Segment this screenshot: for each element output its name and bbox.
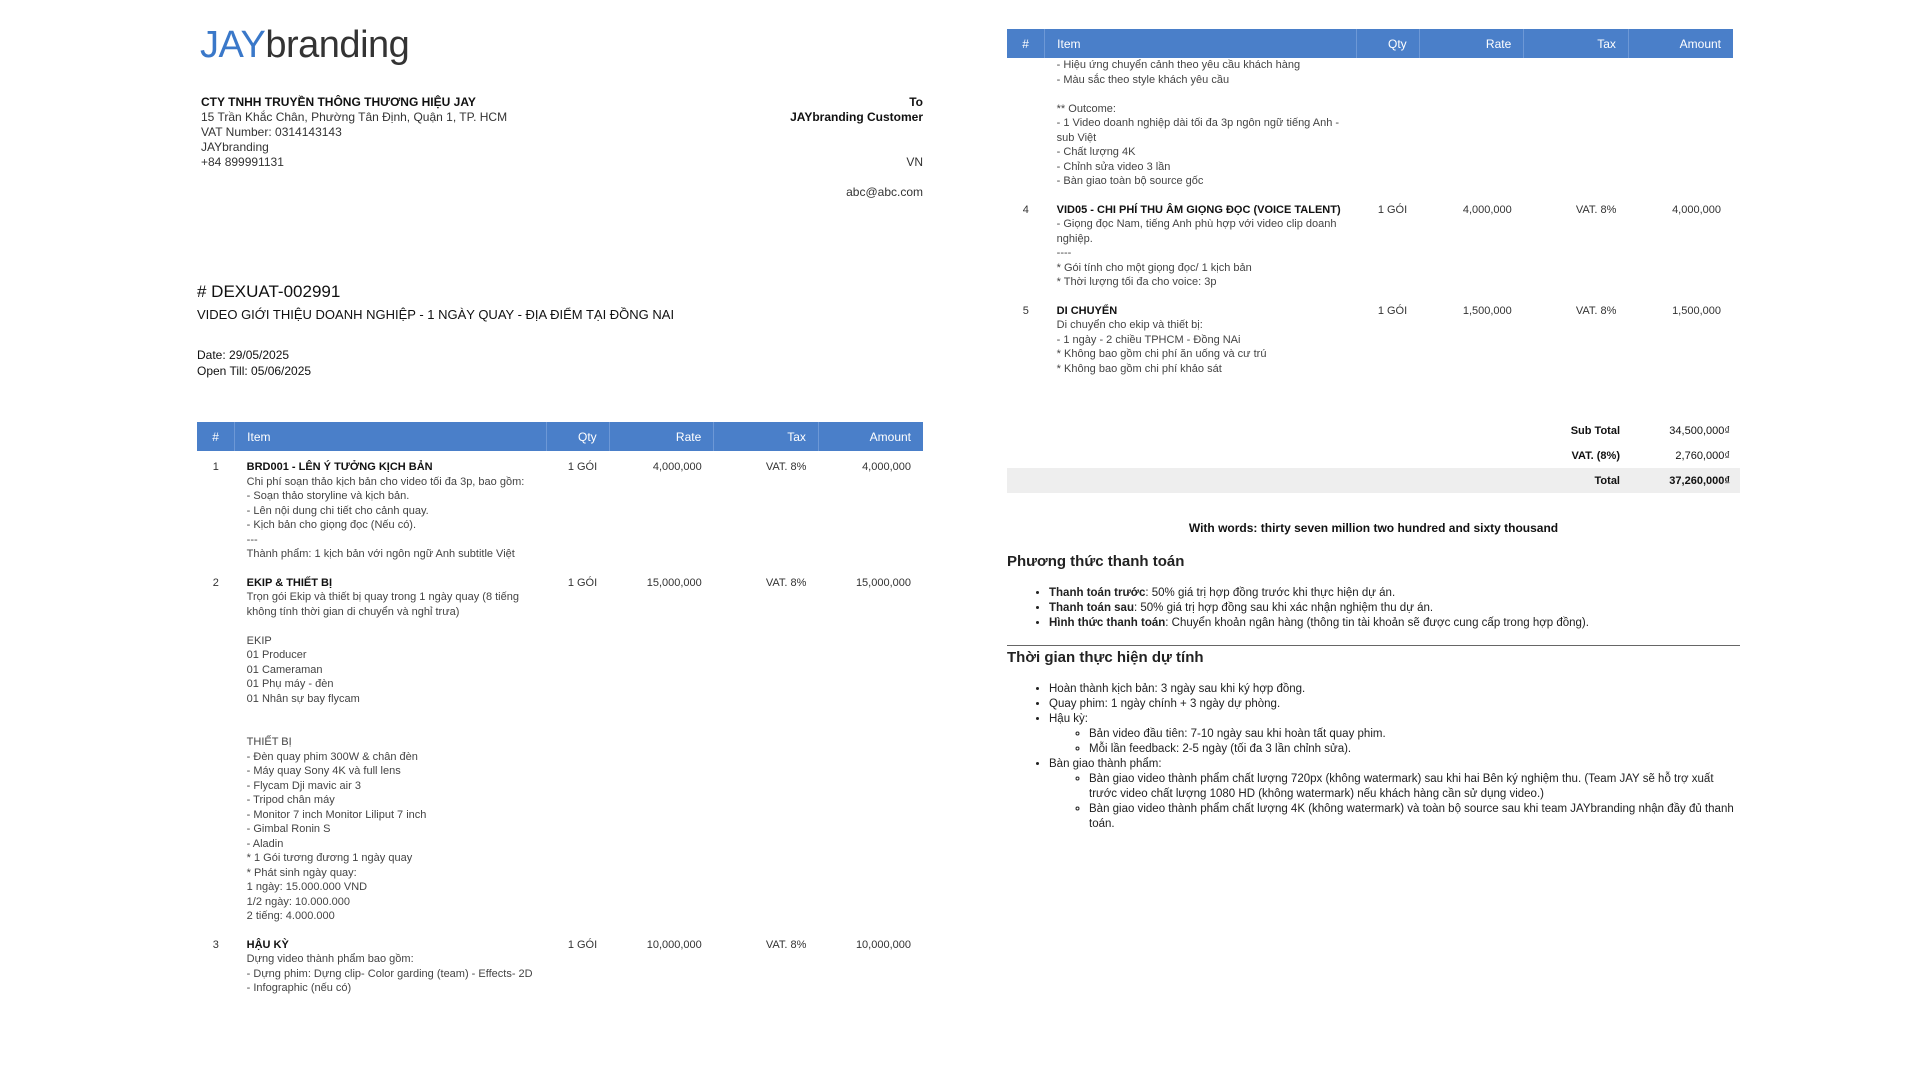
header-tax: Tax: [714, 422, 819, 451]
table-row: [1007, 203, 1733, 304]
company-brand: JAYbranding: [201, 140, 269, 154]
row-item: [235, 938, 547, 1010]
items-table: [197, 422, 923, 1010]
header-qty: Qty: [546, 422, 609, 451]
subtotal-label: Sub Total: [1570, 424, 1620, 437]
recipient-email: abc@abc.com: [846, 185, 923, 199]
row-amount: 4,000,000: [862, 461, 911, 473]
list-item: ◦ Mỗi lần feedback: 2-5 ngày (tối đa 3 lần chỉnh sửa).: [1089, 742, 1739, 757]
list-item: [1049, 712, 1739, 757]
header-rate: Rate: [1419, 29, 1524, 58]
header-item: Item: [235, 422, 547, 451]
company-address: 15 Trần Khắc Chân, Phường Tân Định, Quận 1, TP. HCM: [201, 110, 508, 124]
row-item: [235, 576, 547, 938]
recipient-country: VN: [906, 155, 923, 169]
recipient-info: [623, 95, 923, 200]
totals-block: [1007, 418, 1740, 493]
total-label: Total: [1594, 474, 1620, 487]
vat-value: 2,760,000₫: [1675, 449, 1730, 462]
table-row: [197, 451, 923, 576]
item-title: DI CHUYỂN: [1056, 304, 1118, 317]
company-name: CTY TNHH TRUYỀN THÔNG THƯƠNG HIỆU JAY: [201, 95, 476, 109]
row-tax: VAT. 8%: [765, 576, 807, 589]
item-description: Di chuyển cho ekip và thiết bị: - 1 ngày - 2 chiều TPHCM - Đồng NAi * Không bao gồm chi phí ăn uống và cư trú * Không bao gồm chi phí khảo sát: [1056, 319, 1267, 375]
list-item: [1049, 616, 1739, 631]
proposal-open-till: Open Till: 05/06/2025: [197, 364, 312, 378]
list-item: ◦ Bàn giao video thành phẩm chất lượng 4K (không watermark) và toàn bộ source sau khi team JAYbranding nhận đầy đủ thanh toán.: [1089, 802, 1739, 832]
proposal-title: VIDEO GIỚI THIỆU DOANH NGHIỆP - 1 NGÀY QUAY - ĐỊA ĐIỂM TẠI ĐỒNG NAI: [197, 307, 675, 322]
row-qty: 1 GÓI: [567, 576, 598, 589]
item-title: VID05 - CHI PHÍ THU ÂM GIỌNG ĐỌC (VOICE TALENT): [1056, 203, 1341, 216]
vat-row: [1007, 443, 1740, 468]
table-row: [197, 576, 923, 938]
payment-section-title: Phương thức thanh toán: [1007, 553, 1185, 570]
list-item: ◦ Bàn giao video thành phẩm chất lượng 720px (không watermark) sau khi hai Bên ký nghiệm thu. (Team JAY sẽ hỗ trợ xuất trước video chất lượng 1080 HD (không watermark) nếu khách hàng cần sử dụng video.): [1089, 772, 1739, 802]
company-vat: VAT Number: 0314143143: [201, 125, 342, 139]
payment-term-text: : 50% giá trị hợp đồng sau khi xác nhận nghiệm thu dự án.: [1133, 602, 1434, 614]
payment-list: [1007, 586, 1739, 631]
row-item: [1045, 58, 1357, 203]
row-rate: 1,500,000: [1462, 304, 1512, 317]
table-row-continued: [1007, 58, 1733, 203]
header-index: #: [1007, 29, 1045, 58]
row-amount: 4,000,000: [1672, 203, 1721, 216]
table-header-row: [197, 422, 923, 451]
row-index: 4: [1022, 203, 1029, 216]
list-item: ◦ Bản video đầu tiên: 7-10 ngày sau khi hoàn tất quay phim.: [1089, 727, 1739, 742]
item-description-continued: - Hiệu ứng chuyển cảnh theo yêu cầu khách hàng - Màu sắc theo style khách yêu cầu ** Outcome: - 1 Video doanh nghiệp dài tối đa 3p ngôn ngữ tiếng Anh - sub Việt - Chất lượng 4K - Chỉnh sửa video 3 lần - Bàn giao toàn bộ source gốc: [1056, 59, 1340, 187]
company-logo: [200, 22, 409, 68]
header-amount: Amount: [1628, 29, 1733, 58]
item-description: Chi phí soạn thảo kịch bản cho video tối đa 3p, bao gồm: - Soạn thảo storyline và kịch bản. - Lên nội dung chi tiết cho cảnh quay. - Kịch bản cho giọng đọc (Nếu có). --- Thành phẩm: 1 kịch bản với ngôn ngữ Anh subtitle Việt: [246, 475, 525, 560]
item-title: HẬU KỲ: [246, 938, 289, 951]
payment-term-text: : Chuyển khoản ngân hàng (thông tin tài khoản sẽ được cung cấp trong hợp đồng).: [1165, 617, 1589, 629]
timeline-post-sublist: [1049, 727, 1739, 757]
table-row: [197, 938, 923, 1010]
row-item: [235, 451, 547, 576]
row-item: [1045, 203, 1357, 304]
row-qty: 1 GÓI: [1377, 203, 1408, 216]
row-tax: VAT. 8%: [765, 461, 807, 473]
item-title: EKIP & THIẾT BỊ: [246, 576, 333, 589]
vat-label: VAT. (8%): [1571, 449, 1620, 462]
table-row: [1007, 304, 1733, 391]
payment-term-label: Thanh toán trước: [1049, 587, 1146, 599]
payment-term-text: : 50% giá trị hợp đồng trước khi thực hiện dự án.: [1145, 587, 1396, 599]
recipient-name: JAYbranding Customer: [790, 110, 923, 124]
row-tax: VAT. 8%: [1575, 304, 1617, 317]
amount-in-words: With words: thirty seven million two hundred and sixty thousand: [1188, 521, 1559, 535]
header-index: #: [197, 422, 235, 451]
row-index: 3: [212, 938, 219, 951]
row-amount: 10,000,000: [855, 938, 911, 951]
row-tax: VAT. 8%: [765, 938, 807, 951]
header-tax: Tax: [1524, 29, 1629, 58]
row-item: [1045, 304, 1357, 391]
payment-term-label: Thanh toán sau: [1049, 602, 1134, 614]
row-tax: VAT. 8%: [1575, 203, 1617, 216]
row-qty: 1 GÓI: [567, 461, 598, 473]
total-value: 37,260,000₫: [1669, 474, 1730, 487]
row-amount: 1,500,000: [1672, 304, 1721, 317]
proposal-number: # DEXUAT-002991: [197, 282, 341, 301]
subtotal-row: [1007, 418, 1740, 443]
item-description: - Giọng đọc Nam, tiếng Anh phù hợp với video clip doanh nghiệp. ---- * Gói tính cho một giọng đọc/ 1 kịch bản * Thời lượng tối đa cho voice: 3p: [1056, 218, 1337, 288]
row-rate: 4,000,000: [1462, 203, 1512, 216]
list-item: [1049, 586, 1739, 601]
timeline-list: [1007, 682, 1739, 832]
header-rate: Rate: [609, 422, 714, 451]
item-title: BRD001 - LÊN Ý TƯỞNG KỊCH BẢN: [246, 461, 433, 473]
payment-term-label: Hình thức thanh toán: [1049, 617, 1166, 629]
row-rate: 15,000,000: [646, 576, 702, 589]
items-table-continued: [1007, 29, 1733, 390]
list-item: • Hoàn thành kịch bản: 3 ngày sau khi ký hợp đồng.: [1049, 682, 1739, 697]
row-rate: 10,000,000: [646, 938, 702, 951]
timeline-delivery-label: Bàn giao thành phẩm:: [1049, 758, 1162, 770]
company-phone: +84 899991131: [201, 155, 284, 169]
row-rate: 4,000,000: [652, 461, 702, 473]
header-qty: Qty: [1356, 29, 1419, 58]
proposal-dates: [197, 347, 311, 379]
row-index: 5: [1022, 304, 1029, 317]
company-info: [201, 95, 621, 170]
header-item: Item: [1045, 29, 1357, 58]
row-qty: 1 GÓI: [1377, 304, 1408, 317]
total-row: [1007, 468, 1740, 493]
section-divider: [1007, 645, 1740, 646]
logo-branding-text: branding: [265, 24, 410, 66]
timeline-delivery-sublist: [1049, 772, 1739, 832]
logo-jay-text: JAY: [200, 24, 266, 66]
recipient-label: To: [909, 95, 923, 109]
proposal-date: Date: 29/05/2025: [197, 348, 290, 362]
subtotal-value: 34,500,000₫: [1669, 424, 1730, 437]
item-description: Dựng video thành phẩm bao gồm: - Dựng phim: Dựng clip- Color garding (team) - Effects- 2D - Infographic (nếu có): [246, 953, 533, 994]
row-index: 1: [212, 461, 219, 473]
list-item: [1049, 601, 1739, 616]
header-amount: Amount: [818, 422, 923, 451]
item-description: Trọn gói Ekip và thiết bị quay trong 1 ngày quay (8 tiếng không tính thời gian di chuyển và nghỉ trưa) EKIP 01 Producer 01 Cameraman 01 Phụ máy - đèn 01 Nhân sự bay flycam THIẾT BỊ - Đèn quay phim 300W & chân đèn - Máy quay Sony 4K và full lens - Flycam Dji mavic air 3 - Tripod chân máy - Monitor 7 inch Monitor Liliput 7 inch - Gimbal Ronin S - Aladin * 1 Gói tương đương 1 ngày quay * Phát sinh ngày quay: 1 ngày: 15.000.000 VND 1/2 ngày: 10.000.000 2 tiếng: 4.000.000: [246, 591, 519, 922]
table-header-row: [1007, 29, 1733, 58]
row-amount: 15,000,000: [855, 576, 911, 589]
row-index: 2: [212, 576, 219, 589]
list-item: [1049, 757, 1739, 832]
row-qty: 1 GÓI: [567, 938, 598, 951]
timeline-post-label: Hậu kỳ:: [1049, 713, 1088, 725]
timeline-section-title: Thời gian thực hiện dự tính: [1007, 649, 1204, 666]
list-item: • Quay phim: 1 ngày chính + 3 ngày dự phòng.: [1049, 697, 1739, 712]
